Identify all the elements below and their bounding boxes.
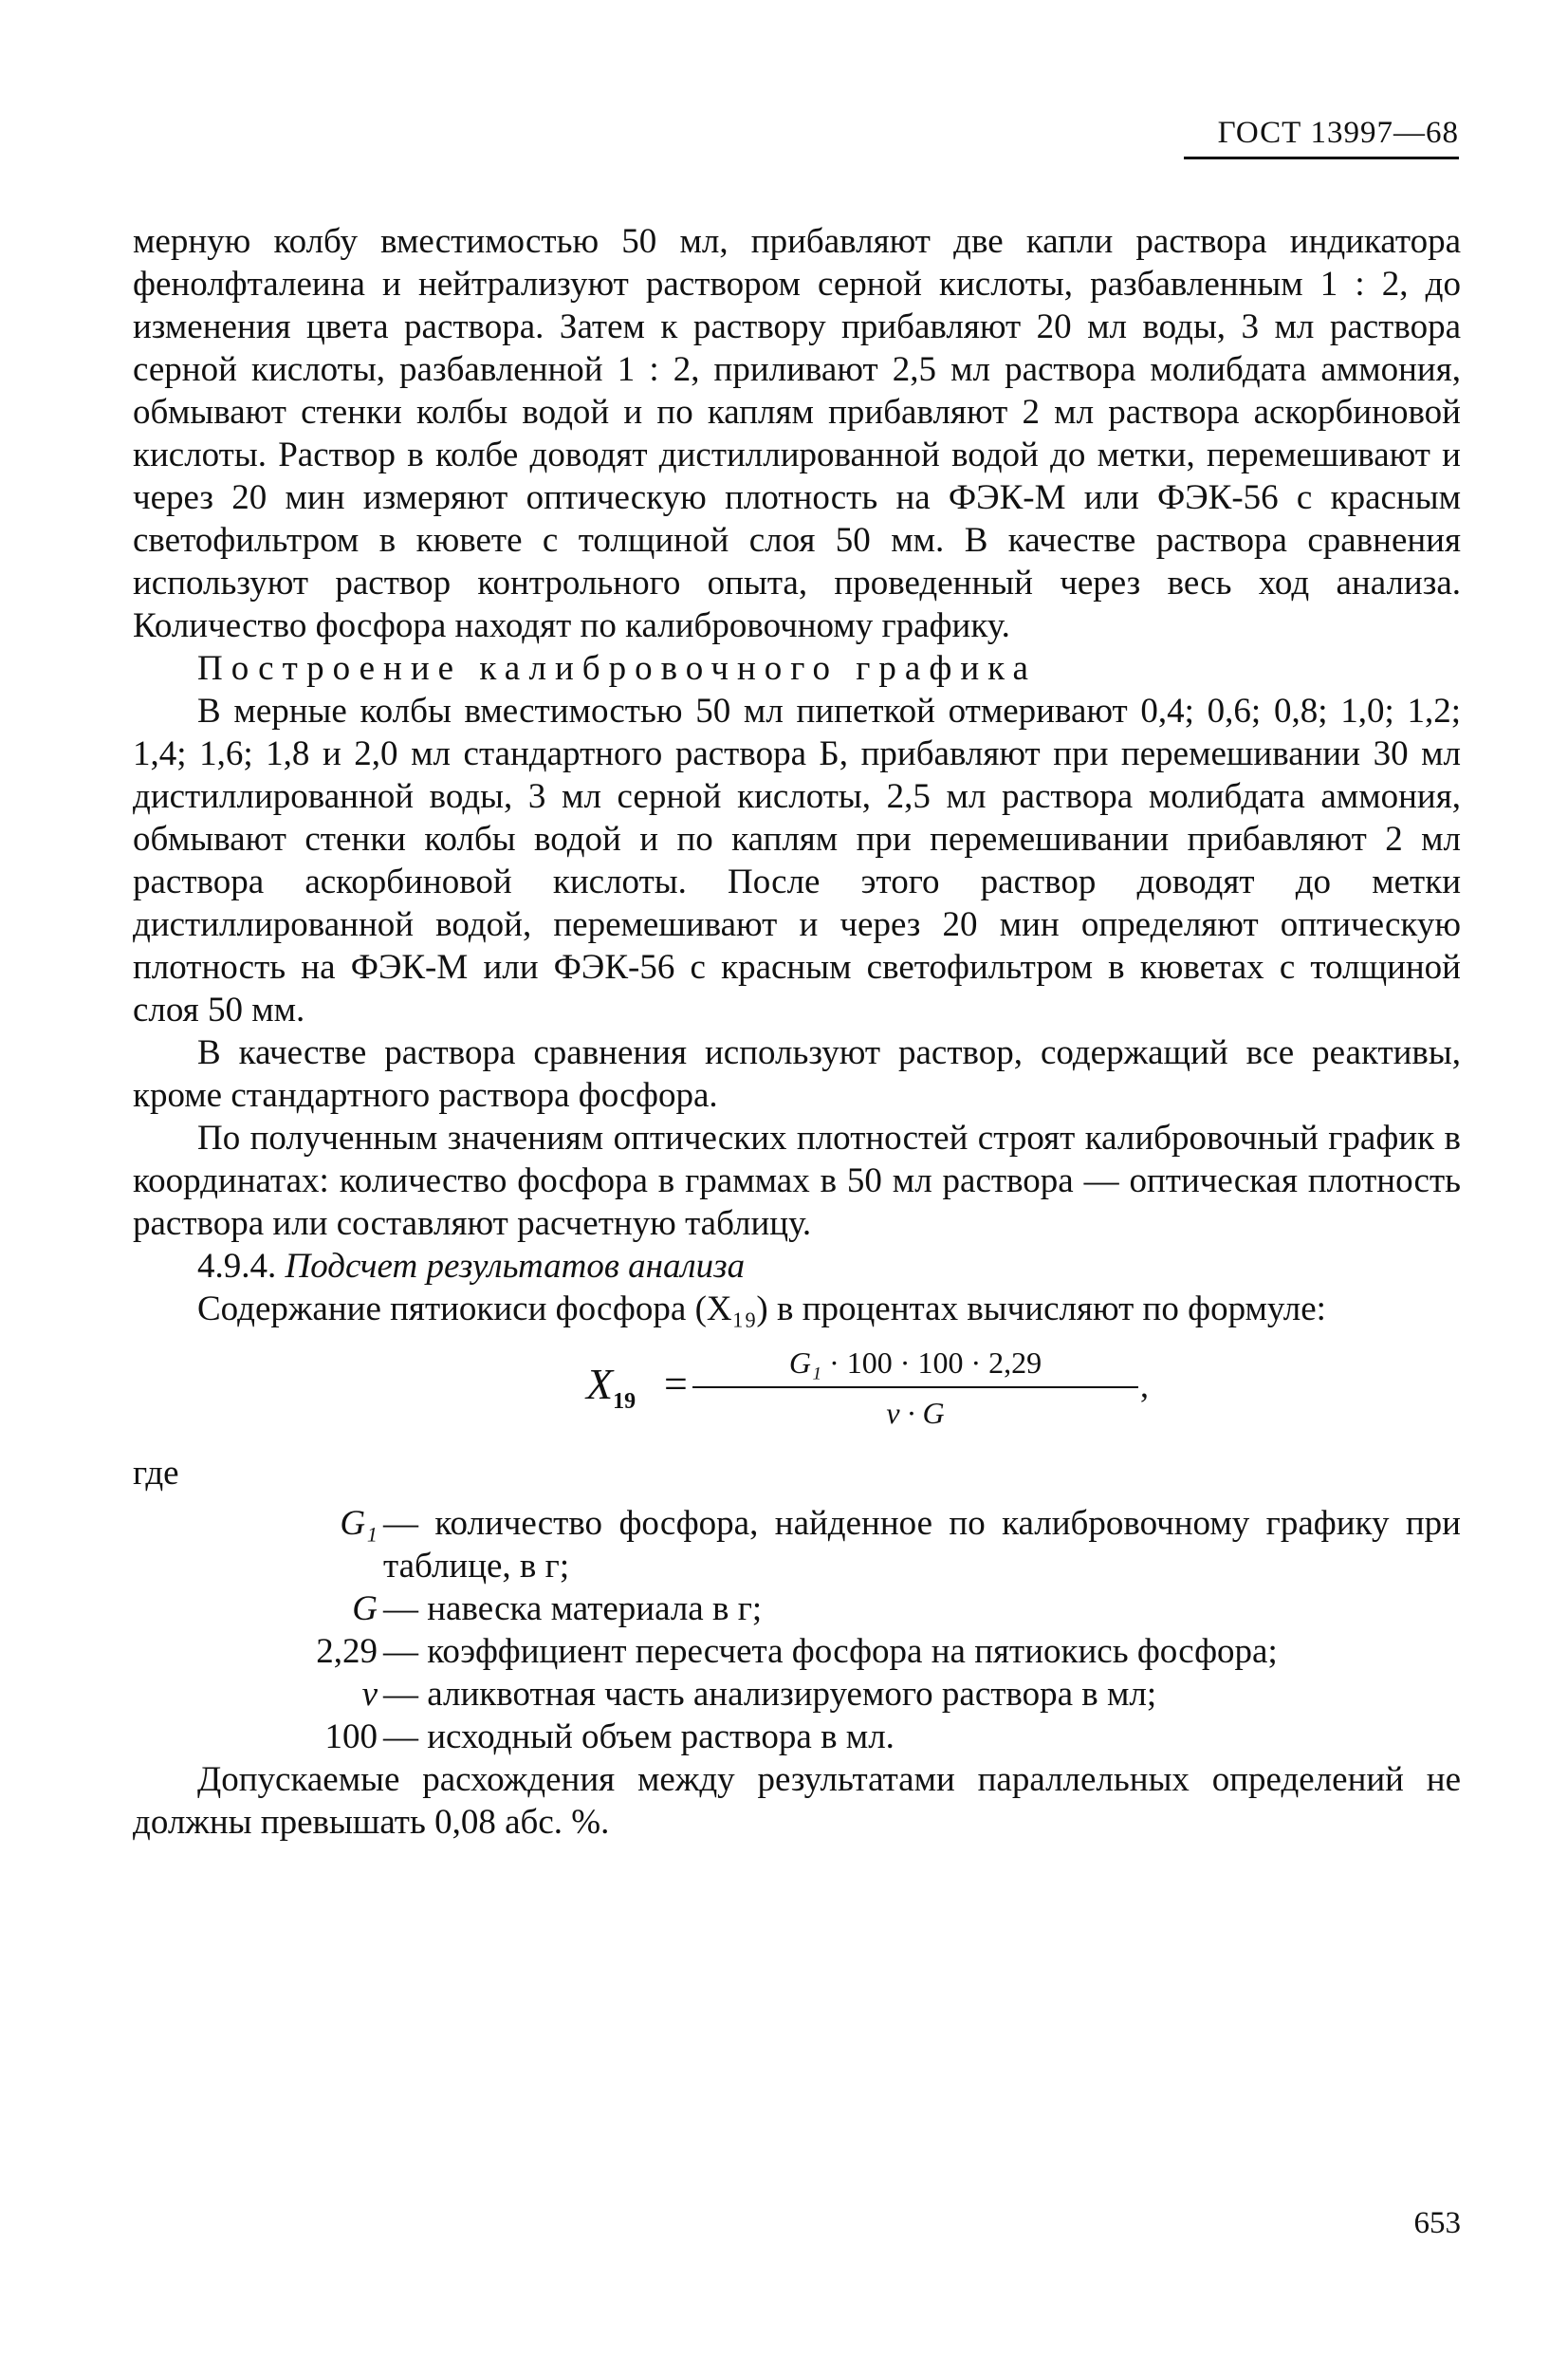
where-label: где	[133, 1454, 179, 1493]
definition-text: — аликвотная часть анализируемого раствора в мл;	[383, 1675, 1157, 1714]
formula-fraction	[692, 1342, 1138, 1435]
definition-text: — исходный объем раствора в мл.	[383, 1717, 895, 1756]
definition-item	[133, 1630, 1461, 1673]
definition-symbol: G	[352, 1589, 378, 1628]
definition-symbol: 100	[324, 1717, 378, 1756]
definition-item	[133, 1716, 1461, 1758]
paragraph-tolerance: Допускаемые расхождения между результатами параллельных определений не должны превышать 0,08 абс. %.	[133, 1760, 1461, 1842]
standard-code-header: ГОСТ 13997—68	[1184, 116, 1459, 159]
definitions-list	[133, 1502, 1461, 1758]
subheading-calibration: Построение калибровочного графика	[197, 649, 1037, 688]
definition-item	[133, 1673, 1461, 1716]
body-text	[133, 220, 1461, 1844]
paragraph-formula-intro: Содержание пятиокиси фосфора (X₁₉) в процентах вычисляют по формуле:	[197, 1290, 1326, 1328]
formula-comma: ,	[1140, 1366, 1149, 1404]
section-title: Подсчет результатов анализа	[285, 1247, 746, 1286]
definition-symbol: 2,29	[316, 1632, 378, 1671]
paragraph-calibration-procedure: В мерные колбы вместимостью 50 мл пипеткой отмеривают 0,4; 0,6; 0,8; 1,0; 1,2; 1,4; 1,6; 1,8 и 2,0 мл стандартного раствора Б, прибавляют при перемешивании 30 мл дистиллированной воды, 3 мл серной кислоты, 2,5 мл раствора молибдата аммония, обмывают стенки колбы водой и по каплям при перемешивании прибавляют 2 мл раствора аскорбиновой кислоты. После этого раствор доводят до метки дистиллированной водой, перемешивают и через 20 мин определяют оптическую плотность на ФЭК-М или ФЭК-56 с красным светофильтром в кюветах с толщиной слоя 50 мм.	[133, 692, 1461, 1030]
page-number: 653	[1413, 2206, 1461, 2240]
formula-numerator-rest: · 100 · 100 · 2,29	[821, 1345, 1042, 1380]
definition-symbol: G₁	[340, 1504, 378, 1543]
definition-text: — навеска материала в г;	[383, 1589, 763, 1628]
section-heading	[133, 1245, 1461, 1288]
formula-numerator	[692, 1342, 1138, 1388]
formula-lhs-subscript: 19	[613, 1389, 636, 1415]
paragraph-reference-solution: В качестве раствора сравнения используют раствор, содержащий все реактивы, кроме стандартного раствора фосфора.	[133, 1033, 1461, 1115]
paragraph-calibration-graph: По полученным значениям оптических плотностей строят калибровочный график в координатах: количество фосфора в граммах в 50 мл раствора — оптическая плотность раствора или составляют расчетную таблицу.	[133, 1119, 1461, 1243]
definition-symbol: v	[361, 1675, 378, 1714]
definition-text: — коэффициент пересчета фосфора на пятиокись фосфора;	[383, 1632, 1278, 1671]
formula	[133, 1336, 1461, 1440]
paragraph-analysis-procedure: мерную колбу вместимостью 50 мл, прибавляют две капли раствора индикатора фенолфталеина и нейтрализуют раствором серной кислоты, разбавленным 1 : 2, до изменения цвета раствора. Затем к раствору прибавляют 20 мл воды, 3 мл раствора серной кислоты, разбавленной 1 : 2, приливают 2,5 мл раствора молибдата аммония, обмывают стенки колбы водой и по каплям прибавляют 2 мл раствора аскорбиновой кислоты. Раствор в колбе доводят дистиллированной водой до метки, перемешивают и через 20 мин измеряют оптическую плотность на ФЭК-М или ФЭК-56 с красным светофильтром в кювете с толщиной слоя 50 мм. В качестве раствора сравнения используют раствор контрольного опыта, проведенный через весь ход анализа. Количество фосфора находят по калибровочному графику.	[133, 222, 1461, 645]
formula-lhs: $X_{19}$	[586, 1360, 636, 1415]
definition-text: — количество фосфора, найденное по калибровочному графику при таблице, в г;	[383, 1504, 1461, 1586]
definition-item	[133, 1587, 1461, 1630]
formula-equals: =	[664, 1361, 688, 1407]
formula-numerator-var: G₁	[788, 1345, 822, 1380]
formula-denominator: v · G	[886, 1396, 945, 1430]
definition-item	[133, 1502, 1461, 1587]
section-number: 4.9.4.	[197, 1247, 277, 1286]
